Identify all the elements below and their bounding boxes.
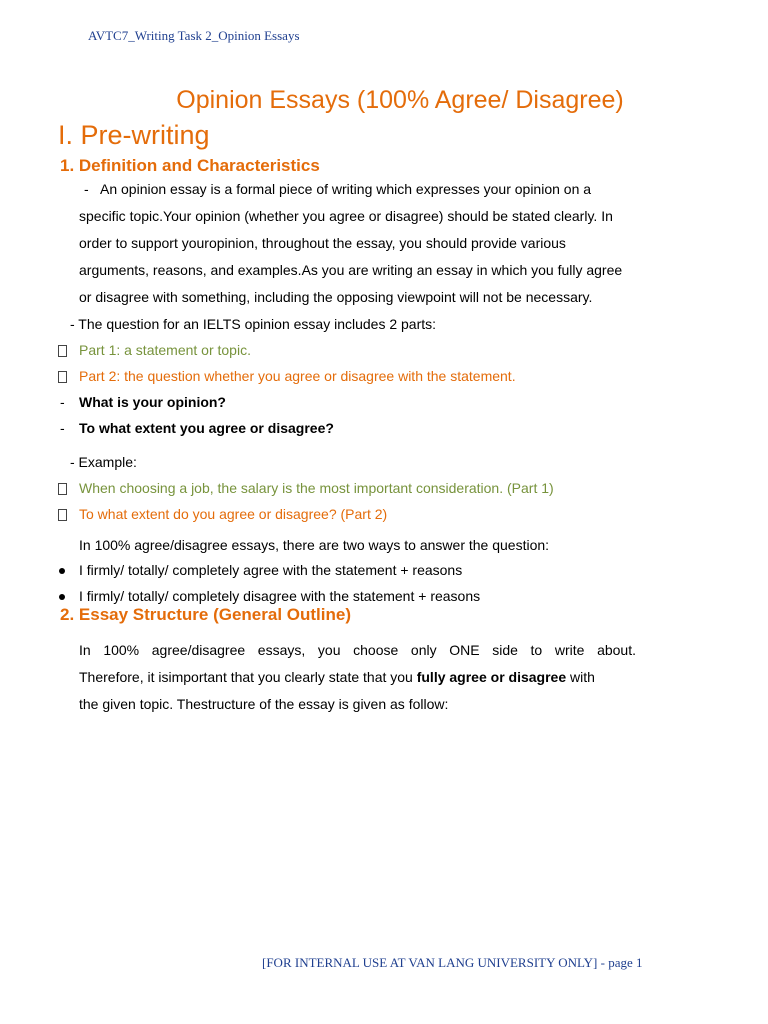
- definition-line-2: specific topic.Your opinion (whether you agree or disagree) should be stated clearly. In: [79, 208, 613, 224]
- definition-line-1: An opinion essay is a formal piece of writing which expresses your opinion on a: [100, 181, 592, 197]
- subheading-definition: 1. Definition and Characteristics: [60, 156, 320, 175]
- definition-dash: -: [84, 181, 89, 197]
- definition-line-3: order to support youropinion, throughout the essay, you should provide various: [79, 235, 566, 251]
- example-statement: When choosing a job, the salary is the most important consideration. (Part 1): [79, 480, 554, 496]
- example-question: To what extent do you agree or disagree? (Part 2): [79, 506, 388, 522]
- part-2-text: Part 2: the question whether you agree or disagree with the statement.: [79, 368, 516, 384]
- subheading-essay-structure: 2. Essay Structure (General Outline): [60, 605, 351, 624]
- structure-line-2-end: with: [570, 669, 595, 685]
- bullet-disagree: I firmly/ totally/ completely disagree with the statement + reasons: [79, 588, 481, 604]
- page-header: AVTC7_Writing Task 2_Opinion Essays: [88, 28, 300, 43]
- bullet-agree: I firmly/ totally/ completely agree with the statement + reasons: [79, 562, 463, 578]
- structure-line-2-start: Therefore, it isimportant that you clearly state that you: [79, 669, 413, 685]
- bullet-icon: [59, 594, 65, 600]
- structure-line-1: In 100% agree/disagree essays, you choose only ONE side to write about.: [79, 642, 636, 658]
- ways-intro: In 100% agree/disagree essays, there are two ways to answer the question:: [79, 537, 550, 553]
- question-opinion: What is your opinion?: [79, 394, 226, 410]
- definition-line-5: or disagree with something, including the opposing viewpoint will not be necessary.: [79, 289, 593, 305]
- definition-line-4: arguments, reasons, and examples.As you are writing an essay in which you fully agree: [79, 262, 623, 278]
- checkbox-glyph-icon: [58, 483, 67, 495]
- question-dash: -: [60, 420, 65, 436]
- page-footer: [FOR INTERNAL USE AT VAN LANG UNIVERSITY ONLY] - page 1: [262, 955, 643, 970]
- checkbox-glyph-icon: [58, 509, 67, 521]
- question-intro: - The question for an IELTS opinion essay includes 2 parts:: [70, 316, 437, 332]
- checkbox-glyph-icon: [58, 345, 67, 357]
- section-heading-prewriting: I. Pre-writing: [58, 120, 210, 150]
- bullet-icon: [59, 568, 65, 574]
- document-title: Opinion Essays (100% Agree/ Disagree): [176, 86, 624, 114]
- structure-line-3: the given topic. Thestructure of the essay is given as follow:: [79, 696, 449, 712]
- example-label: - Example:: [70, 454, 137, 470]
- checkbox-glyph-icon: [58, 371, 67, 383]
- question-dash: -: [60, 394, 65, 410]
- structure-line-2: [79, 669, 595, 685]
- question-extent: To what extent you agree or disagree?: [79, 420, 334, 436]
- part-1-text: Part 1: a statement or topic.: [79, 342, 251, 358]
- structure-emphasis: fully agree or disagree: [416, 669, 567, 685]
